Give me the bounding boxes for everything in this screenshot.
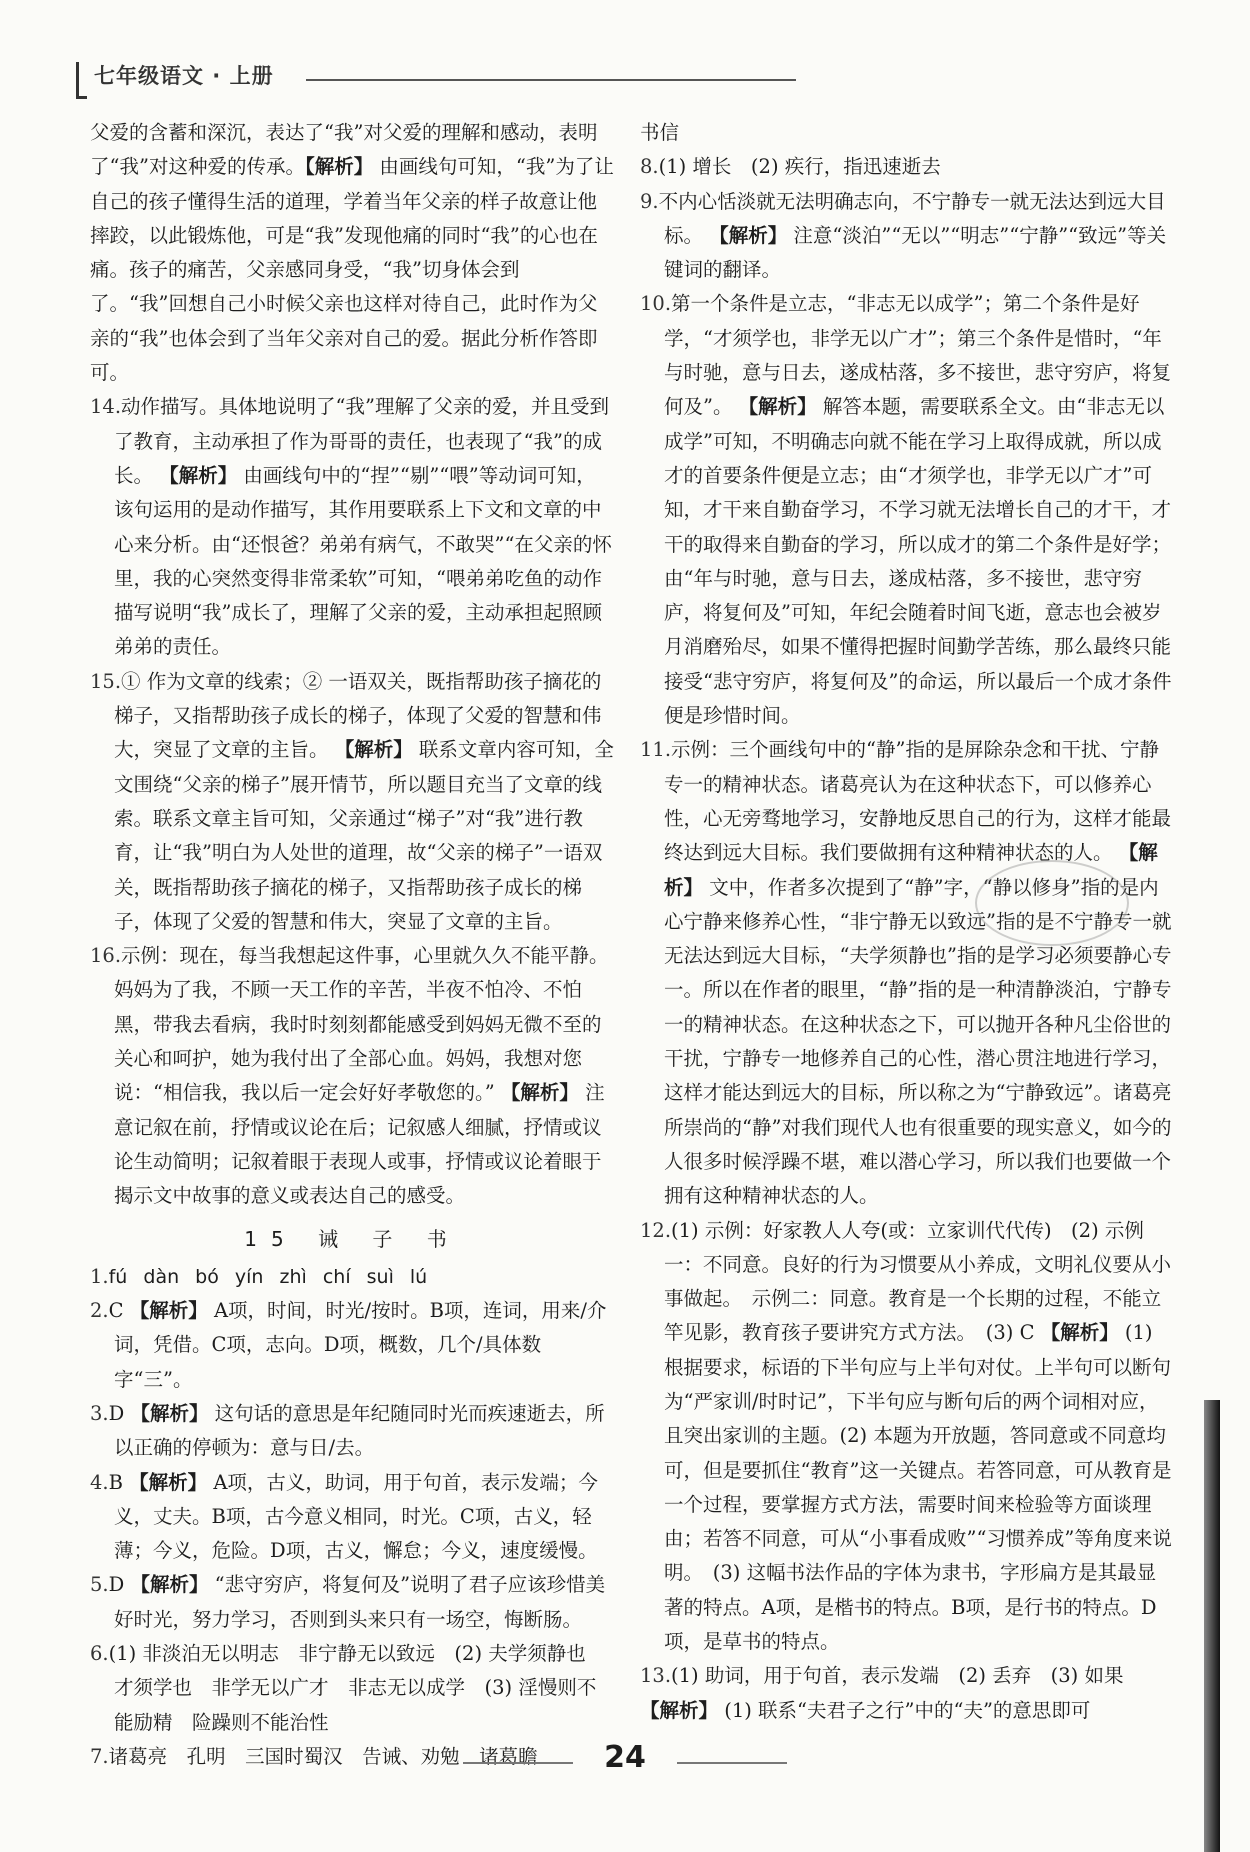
footer-line-left	[463, 1762, 573, 1764]
analysis-tag: 【解析】	[129, 1299, 208, 1323]
answer-text: 父爱的含蓄和深沉，表达了“我”对父爱的理解和感动，表明了“我”对这种爱的传承。	[90, 121, 598, 179]
answer-text: (1) 增长 (2) 疾行，指迅速逝去	[658, 155, 941, 179]
answer-continuation	[640, 1694, 1175, 1728]
item-number: 5.	[90, 1573, 109, 1597]
header-rule	[306, 79, 796, 81]
pinyin-text: fú dàn bó yín zhì chí suì lú	[108, 1265, 428, 1288]
answer-text: 不内心恬淡就无法明确志向，不宁静专一就无法达到远大目标。	[658, 189, 1166, 247]
answer-text: (1) 根据要求，标语的下半句应与上半句对仗。上半句可以断句为“严家训/时时记”，下半句应与断句后的两个词相对应，且突出家训的主题。(2) 本题为开放题，答同意或不同意均可，但是要抓住“教育”这一关键点。若答同意，可从教育是一个过程，要掌握方式方法，需要时间来检验等方面谈理由；若答不同意，可从“小事看成败”“习惯养成”等角度来说明。 (3) 这幅书法作品的字体为隶书，字形扁方是其最显著的特点。A项，是楷书的特点。B项，是行书的特点。D项，是草书的特点。	[664, 1321, 1172, 1654]
item-number: 10.	[640, 292, 672, 316]
item-number: 16.	[90, 944, 122, 968]
answer-item	[640, 1214, 1175, 1660]
answer-text: ① 作为文章的线索；② 一语双关，既指帮助孩子摘花的梯子，又指帮助孩子成长的梯子，体现了父爱的智慧和伟大，突显了文章的主旨。	[114, 669, 602, 762]
analysis-tag: 【解析】	[130, 1401, 209, 1425]
answer-text: 示例：三个画线句中的“静”指的是屏除杂念和干扰、宁静专一的精神状态。诸葛亮认为在这种状态下，可以修养心性，心无旁骛地学习，安静地反思自己的行为，这样才能最终达到远大目标。我们要做拥有这种精神状态的人。	[664, 738, 1172, 865]
analysis-tag: 【解析】	[129, 1470, 208, 1494]
answer-item	[90, 1637, 615, 1740]
answer-text: A项，古义，助词，用于句首，表示发端；今义，丈夫。B项，古今意义相同，时光。C项，古义，轻薄；今义，危险。D项，古义，懈怠；今义，速度缓慢。	[114, 1470, 598, 1563]
answer-text: 动作描写。具体地说明了“我”理解了父亲的爱，并且受到了教育，主动承担了作为哥哥的责任，也表现了“我”的成长。	[114, 395, 609, 487]
item-number: 1.	[90, 1264, 109, 1288]
answer-text: 联系文章内容可知，全文围绕“父亲的梯子”展开情节，所以题目充当了文章的线索。联系文章主旨可知，父亲通过“梯子”对“我”进行教育，让“我”明白为人处世的道理，故“父亲的梯子”一语双关，既指帮助孩子摘花的梯子，又指帮助孩子成长的梯子，体现了父爱的智慧和伟大，突显了文章的主旨。	[114, 738, 614, 933]
item-number: 2.	[90, 1299, 109, 1323]
answer-text: C	[108, 1299, 130, 1323]
item-number: 11.	[640, 738, 672, 762]
answer-text: (1) 示例：好家教人人夸(或：立家训代代传) (2) 示例一：不同意。良好的行为习惯要从小养成，文明礼仪要从小事做起。 示例二：同意。教育是一个长期的过程，不能立竿见影，教育孩子要讲究方式方法。 (3) C	[664, 1218, 1172, 1345]
answer-text: 注意记叙在前，抒情或议论在后；记叙感人细腻，抒情或议论生动简明；记叙着眼于表现人或事，抒情或议论着眼于揭示文中故事的意义或表达自己的感受。	[114, 1081, 605, 1208]
answer-text: 示例：现在，每当我想起这件事，心里就久久不能平静。妈妈为了我，不顾一天工作的辛苦，半夜不怕冷、不怕黑，带我去看病，我时时刻刻都能感受到妈妈无微不至的关心和呵护，她为我付出了全部心血。妈妈，我想对您说：“相信我，我以后一定会好好孝敬您的。”	[114, 944, 609, 1105]
section-title: 15 诫 子 书	[244, 1226, 461, 1251]
analysis-tag: 【解析】	[640, 1698, 719, 1722]
item-number: 12.	[640, 1218, 672, 1242]
item-number: 13.	[640, 1664, 672, 1688]
answer-item	[640, 150, 1175, 184]
answer-text: 注意“淡泊”“无以”“明志”“宁静”“致远”等关键词的翻译。	[664, 223, 1167, 282]
answer-text: (1) 非淡泊无以明志 非宁静无以致远 (2) 夫学须静也 才须学也 非学无以广才 非志无以成学 (3) 淫慢则不能励精 险躁则不能治性	[108, 1642, 606, 1734]
answer-item	[640, 287, 1175, 733]
answer-text: (1) 联系“夫君子之行”中的“夫”的意思即可	[718, 1698, 1091, 1722]
analysis-tag: 【解析】	[304, 155, 374, 179]
page-shadow	[1204, 1400, 1220, 1852]
item-number: 14.	[90, 395, 122, 419]
header-title: 七年级语文 · 上册	[94, 64, 274, 88]
answer-item	[90, 1294, 615, 1397]
analysis-tag: 【解析】	[664, 841, 1158, 899]
answer-text: 由画线句可知，“我”为了让自己的孩子懂得生活的道理，学着当年父亲的样子故意让他摔跤，以此锻炼他，可是“我”发现他痛的同时“我”的心也在痛。孩子的痛苦，父亲感同身受，“我”切身体会到了。“我”回想自己小时候父亲也这样对待自己，此时作为父亲的“我”也体会到了当年父亲对自己的爱。据此分析作答即可。	[90, 155, 614, 385]
answer-text: 第一个条件是立志，“非志无以成学”；第二个条件是好学，“才须学也，非学无以广才”；第三个条件是惜时，“年与时驰，意与日去，遂成枯落，多不接世，悲守穷庐，将复何及”。	[664, 292, 1172, 419]
answer-item	[90, 1466, 615, 1569]
left-column	[90, 116, 615, 1774]
answer-item	[90, 1568, 615, 1637]
answer-text: D	[108, 1573, 131, 1597]
item-number: 15.	[90, 669, 122, 693]
answer-item	[90, 665, 615, 939]
answer-item	[640, 733, 1175, 1213]
page-number: 24	[604, 1740, 646, 1775]
answer-text: 解答本题，需要联系全文。由“非志无以成学”可知，不明确志向就不能在学习上取得成就，所以成才的首要条件便是立志；由“才须学也，非学无以广才”可知，才干来自勤奋学习，不学习就无法增长自己的才干，才干的取得来自勤奋的学习，所以成才的第二个条件是好学；由“年与时驰，意与日去，遂成枯落，多不接世，悲守穷庐，将复何及”可知，年纪会随着时间飞逝，意志也会被岁月消磨殆尽，如果不懂得把握时间勤学苦练，那么最终只能接受“悲守穷庐，将复何及”的命运，所以最后一个成才条件便是珍惜时间。	[664, 395, 1172, 728]
answer-text: 文中，作者多次提到了“静”字，“静以修身”指的是内心宁静来修养心性，“非宁静无以致远”指的是不宁静专一就无法达到远大目标，“夫学须静也”指的是学习必须要静心专一。所以在作者的眼里，“静”指的是一种清静淡泊，宁静专一的精神状态。在这种状态之下，可以抛开各种凡尘俗世的干扰，宁静专一地修养自己的心性，潜心贯注地进行学习，这样才能达到远大的目标，所以称之为“宁静致远”。诸葛亮所崇尚的“静”对我们现代人也有很重要的现实意义，如今的人很多时候浮躁不堪，难以潜心学习，所以我们也要做一个拥有这种精神状态的人。	[664, 875, 1172, 1208]
item-number: 3.	[90, 1401, 109, 1425]
answer-text: 诸葛亮 孔明 三国时蜀汉 告诫、劝勉 诸葛瞻	[108, 1744, 538, 1768]
stamp-watermark	[975, 860, 1129, 946]
answer-item	[90, 939, 615, 1213]
answer-continuation	[640, 116, 1175, 150]
item-number: 9.	[640, 189, 659, 213]
answer-text: “悲守穷庐，将复何及”说明了君子应该珍惜美好时光，努力学习，否则到头来只有一场空，悔断肠。	[114, 1573, 606, 1631]
item-number: 8.	[640, 155, 659, 179]
analysis-tag: 【解析】	[709, 223, 788, 247]
item-number: 7.	[90, 1744, 109, 1768]
answer-text: A项，时间，时光/按时。B项，连词，用来/介词，凭借。C项，志向。D项，概数，几个/具体数字“三”。	[114, 1299, 607, 1391]
analysis-tag: 【解析】	[500, 1081, 579, 1105]
analysis-tag: 【解析】	[1040, 1321, 1119, 1345]
analysis-tag: 【解析】	[130, 1573, 209, 1597]
answer-item	[640, 1659, 1175, 1693]
answer-item	[90, 390, 615, 664]
analysis-tag: 【解析】	[738, 395, 817, 419]
answer-item	[90, 1397, 615, 1466]
answer-item	[90, 1260, 615, 1294]
answer-text: 书信	[640, 121, 680, 144]
answer-item	[640, 185, 1175, 288]
analysis-tag: 【解析】	[334, 738, 413, 762]
answer-continuation	[90, 116, 615, 390]
answer-text: B	[108, 1470, 130, 1494]
answer-text: D	[108, 1401, 131, 1425]
item-number: 4.	[90, 1470, 109, 1494]
item-number: 6.	[90, 1642, 109, 1666]
running-header	[76, 56, 796, 98]
answer-text: (1) 助词，用于句首，表示发端 (2) 丢弃 (3) 如果	[671, 1664, 1124, 1688]
header-bracket	[76, 62, 87, 99]
answer-text: 这句话的意思是年纪随同时光而疾速逝去，所以正确的停顿为：意与日/去。	[114, 1401, 605, 1460]
analysis-tag: 【解析】	[159, 463, 238, 487]
footer-line-right	[677, 1762, 787, 1764]
page-footer	[0, 1740, 1250, 1775]
answer-text: 由画线句中的“捏”“剔”“喂”等动词可知，该句运用的是动作描写，其作用要联系上下文和文章的中心来分析。由“还恨爸？弟弟有病气，不敢哭”“在父亲的怀里，我的心突然变得非常柔软”可知，“喂弟弟吃鱼的动作描写说明“我”成长了，理解了父亲的爱，主动承担起照顾弟弟的责任。	[114, 463, 612, 659]
